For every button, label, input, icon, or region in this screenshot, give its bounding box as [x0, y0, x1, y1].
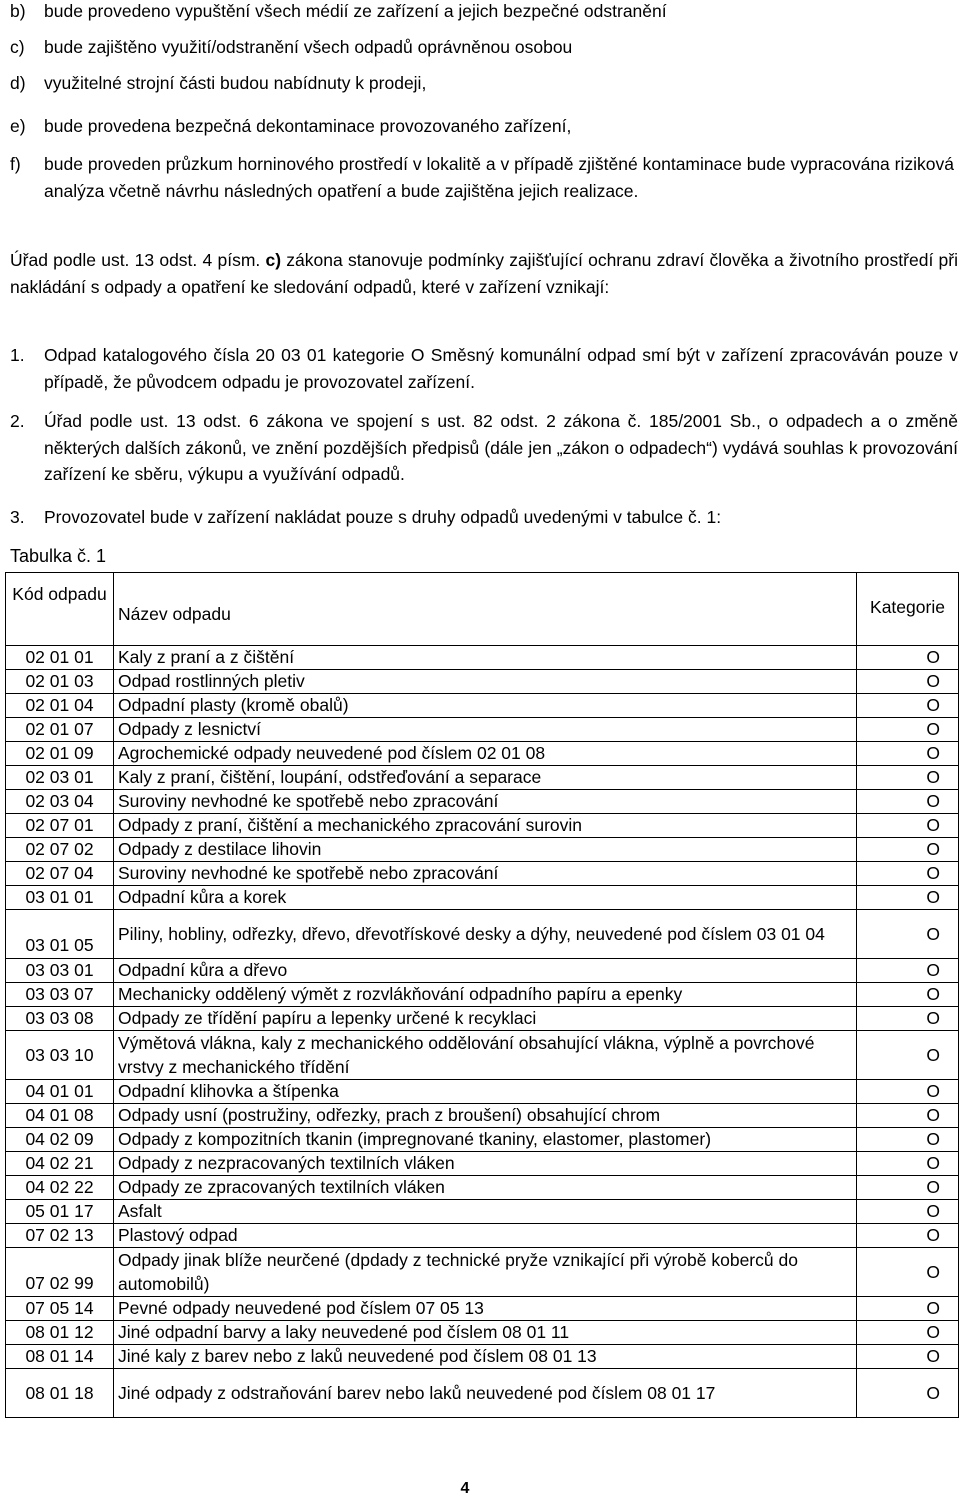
condition-number: 1.	[10, 345, 25, 365]
waste-category: O	[857, 718, 959, 742]
letter-c: c)	[265, 250, 282, 270]
page-number: 4	[460, 1480, 470, 1497]
waste-code: 04 02 22	[6, 1176, 114, 1200]
list-text: bude proveden průzkum horninového prostředí v lokalitě a v případě zjištěné kontaminace bude vypracována riziková analýza včetně návrhu následných opatření a bude zajištěna jejich realizace.	[44, 154, 954, 201]
waste-name: Suroviny nevhodné ke spotřebě nebo zpracování	[114, 790, 857, 814]
waste-name: Plastový odpad	[114, 1224, 857, 1248]
waste-name: Odpady z nezpracovaných textilních vláken	[114, 1152, 857, 1176]
table-row	[6, 1321, 959, 1345]
table-row	[6, 670, 959, 694]
table-row	[6, 1224, 959, 1248]
table-body	[6, 646, 959, 1418]
table-row	[6, 718, 959, 742]
table-row	[6, 983, 959, 1007]
table-row	[6, 959, 959, 983]
table-row	[6, 910, 959, 959]
waste-code: 03 03 10	[6, 1031, 114, 1080]
waste-category: O	[857, 1176, 959, 1200]
waste-name: Odpadní plasty (kromě obalů)	[114, 694, 857, 718]
waste-category: O	[857, 1080, 959, 1104]
waste-category: O	[857, 742, 959, 766]
waste-name: Odpady usní (postružiny, odřezky, prach z broušení) obsahující chrom	[114, 1104, 857, 1128]
table-row	[6, 1080, 959, 1104]
waste-name: Piliny, hobliny, odřezky, dřevo, dřevotřískové desky a dýhy, neuvedené pod číslem 03 01 04	[114, 910, 857, 959]
table-row	[6, 1176, 959, 1200]
waste-code: 04 02 09	[6, 1128, 114, 1152]
waste-name: Odpady z kompozitních tkanin (impregnované tkaniny, elastomer, plastomer)	[114, 1128, 857, 1152]
waste-category: O	[857, 694, 959, 718]
condition-2	[10, 408, 958, 488]
waste-category: O	[857, 1345, 959, 1369]
waste-category: O	[857, 1128, 959, 1152]
waste-category: O	[857, 790, 959, 814]
waste-code: 08 01 18	[6, 1369, 114, 1418]
table-row	[6, 766, 959, 790]
list-marker: f)	[10, 154, 21, 174]
waste-name: Kaly z praní a z čištění	[114, 646, 857, 670]
waste-category: O	[857, 766, 959, 790]
waste-name: Odpady ze zpracovaných textilních vláken	[114, 1176, 857, 1200]
waste-name: Odpady z lesnictví	[114, 718, 857, 742]
waste-code: 04 01 01	[6, 1080, 114, 1104]
table-row	[6, 1248, 959, 1297]
table-header-row	[6, 573, 959, 646]
condition-number: 2.	[10, 411, 25, 431]
table-row	[6, 886, 959, 910]
waste-code: 03 01 01	[6, 886, 114, 910]
condition-text: Odpad katalogového čísla 20 03 01 kategorie O Směsný komunální odpad smí být v zařízení zpracováván pouze v případě, že původcem odpadu je provozovatel zařízení.	[44, 345, 958, 392]
table-row	[6, 1031, 959, 1080]
waste-code: 04 02 21	[6, 1152, 114, 1176]
list-text: bude provedeno vypuštění všech médií ze zařízení a jejich bezpečné odstranění	[44, 1, 667, 21]
table-row	[6, 742, 959, 766]
waste-code: 07 02 99	[6, 1248, 114, 1297]
waste-category: O	[857, 1200, 959, 1224]
list-text: bude provedena bezpečná dekontaminace provozovaného zařízení,	[44, 116, 572, 136]
condition-number: 3.	[10, 507, 25, 527]
waste-name: Odpadní klihovka a štípenka	[114, 1080, 857, 1104]
table-row	[6, 1128, 959, 1152]
table-caption: Tabulka č. 1	[10, 546, 107, 566]
waste-code: 03 03 08	[6, 1007, 114, 1031]
waste-name: Agrochemické odpady neuvedené pod číslem 02 01 08	[114, 742, 857, 766]
table-row	[6, 1104, 959, 1128]
waste-code: 04 01 08	[6, 1104, 114, 1128]
list-text: využitelné strojní části budou nabídnuty k prodeji,	[44, 73, 427, 93]
waste-category: O	[857, 670, 959, 694]
list-text: bude zajištěno využití/odstranění všech odpadů oprávněnou osobou	[44, 37, 573, 57]
table-row	[6, 790, 959, 814]
waste-code: 08 01 14	[6, 1345, 114, 1369]
waste-name: Odpady jinak blíže neurčené (dpdady z technické pryže vznikající při výrobě koberců do automobilů)	[114, 1248, 857, 1297]
waste-code: 02 07 01	[6, 814, 114, 838]
waste-category: O	[857, 886, 959, 910]
list-marker: b)	[10, 1, 26, 21]
waste-category: O	[857, 959, 959, 983]
waste-code: 02 03 04	[6, 790, 114, 814]
waste-name: Jiné odpadní barvy a laky neuvedené pod číslem 08 01 11	[114, 1321, 857, 1345]
waste-name: Odpady z destilace lihovin	[114, 838, 857, 862]
waste-name: Mechanicky oddělený výmět z rozvlákňování odpadního papíru a epenky	[114, 983, 857, 1007]
condition-text: Provozovatel bude v zařízení nakládat pouze s druhy odpadů uvedenými v tabulce č. 1:	[44, 507, 722, 527]
header-category: Kategorie	[857, 573, 959, 646]
table-row	[6, 694, 959, 718]
waste-code: 02 01 07	[6, 718, 114, 742]
waste-category: O	[857, 646, 959, 670]
waste-category: O	[857, 1104, 959, 1128]
table-row	[6, 1369, 959, 1418]
table-row	[6, 862, 959, 886]
waste-category: O	[857, 814, 959, 838]
list-item-f	[10, 151, 954, 204]
list-marker: d)	[10, 73, 26, 93]
waste-code: 07 02 13	[6, 1224, 114, 1248]
waste-category: O	[857, 1007, 959, 1031]
list-marker: c)	[10, 37, 25, 57]
list-item-d	[10, 72, 426, 94]
header-code: Kód odpadu	[6, 573, 114, 646]
waste-name: Suroviny nevhodné ke spotřebě nebo zpracování	[114, 862, 857, 886]
table-row	[6, 838, 959, 862]
table-row	[6, 646, 959, 670]
waste-code: 02 01 03	[6, 670, 114, 694]
table-row	[6, 1200, 959, 1224]
table-row	[6, 1297, 959, 1321]
table-row	[6, 1152, 959, 1176]
waste-code: 03 01 05	[6, 910, 114, 959]
waste-name: Odpad rostlinných pletiv	[114, 670, 857, 694]
waste-code: 02 01 09	[6, 742, 114, 766]
table-row	[6, 814, 959, 838]
waste-name: Odpadní kůra a korek	[114, 886, 857, 910]
waste-category: O	[857, 1248, 959, 1297]
waste-category: O	[857, 1321, 959, 1345]
table-row	[6, 1007, 959, 1031]
waste-name: Jiné kaly z barev nebo z laků neuvedené pod číslem 08 01 13	[114, 1345, 857, 1369]
waste-category: O	[857, 1369, 959, 1418]
waste-code: 02 03 01	[6, 766, 114, 790]
condition-3	[10, 504, 958, 531]
waste-code: 02 07 02	[6, 838, 114, 862]
waste-category: O	[857, 983, 959, 1007]
waste-name: Jiné odpady z odstraňování barev nebo laků neuvedené pod číslem 08 01 17	[114, 1369, 857, 1418]
waste-code: 07 05 14	[6, 1297, 114, 1321]
waste-code: 03 03 01	[6, 959, 114, 983]
waste-name: Odpady z praní, čištění a mechanického zpracování surovin	[114, 814, 857, 838]
waste-category: O	[857, 862, 959, 886]
waste-code: 02 07 04	[6, 862, 114, 886]
waste-name: Asfalt	[114, 1200, 857, 1224]
waste-name: Kaly z praní, čištění, loupání, odstřeďování a separace	[114, 766, 857, 790]
condition-1	[10, 342, 958, 395]
waste-code: 02 01 04	[6, 694, 114, 718]
waste-name: Odpadní kůra a dřevo	[114, 959, 857, 983]
waste-code: 05 01 17	[6, 1200, 114, 1224]
waste-category: O	[857, 910, 959, 959]
waste-category: O	[857, 1297, 959, 1321]
waste-category: O	[857, 1152, 959, 1176]
waste-code: 03 03 07	[6, 983, 114, 1007]
list-item-e	[10, 115, 571, 137]
waste-category: O	[857, 1224, 959, 1248]
list-item-c	[10, 36, 572, 58]
condition-text: Úřad podle ust. 13 odst. 6 zákona ve spojení s ust. 82 odst. 2 zákona č. 185/2001 Sb., o odpadech a o změně některých dalších zákonů, ve znění pozdějších předpisů (dále jen „zákon o odpadech“) vydává souhlas k provozování zařízení ke sběru, výkupu a využívání odpadů.	[44, 411, 958, 484]
list-marker: e)	[10, 116, 26, 136]
waste-name: Odpady ze třídění papíru a lepenky určené k recyklaci	[114, 1007, 857, 1031]
table-row	[6, 1345, 959, 1369]
waste-table	[5, 572, 959, 1418]
waste-name: Výmětová vlákna, kaly z mechanického oddělování obsahující vlákna, výplně a povrchové vrstvy z mechanického třídění	[114, 1031, 857, 1080]
intro-paragraph: Úřad podle ust. 13 odst. 4 písm. c) zákona stanovuje podmínky zajišťující ochranu zdraví člověka a životního prostředí při nakládání s odpady a opatření ke sledování odpadů, které v zařízení vznikají:	[10, 250, 958, 297]
waste-code: 02 01 01	[6, 646, 114, 670]
waste-category: O	[857, 1031, 959, 1080]
waste-code: 08 01 12	[6, 1321, 114, 1345]
list-item-b	[10, 0, 667, 22]
waste-name: Pevné odpady neuvedené pod číslem 07 05 13	[114, 1297, 857, 1321]
header-name: Název odpadu	[114, 573, 857, 646]
waste-category: O	[857, 838, 959, 862]
